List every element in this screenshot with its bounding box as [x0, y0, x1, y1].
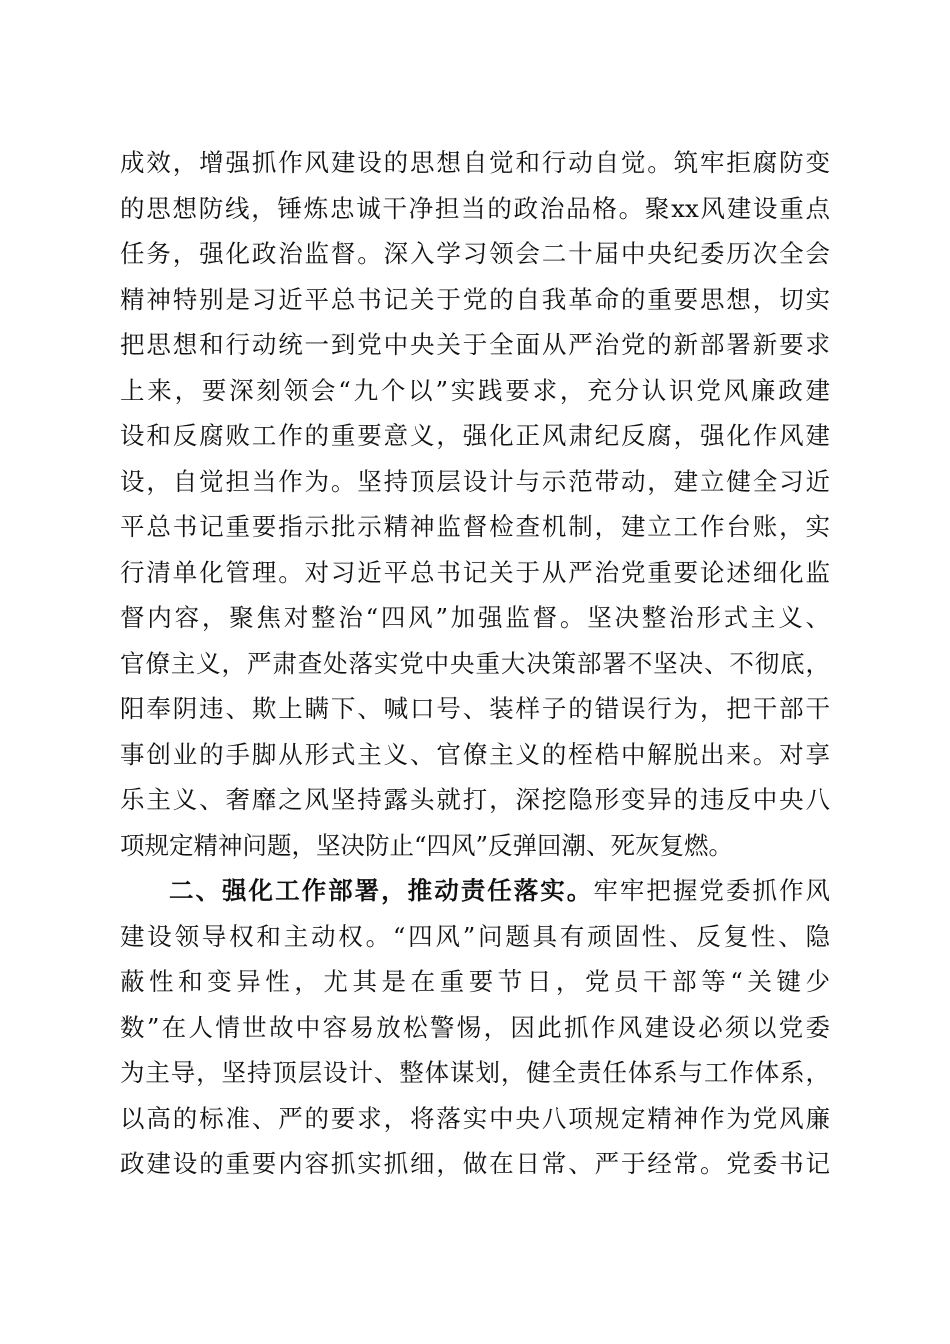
paragraph-line: 阳奉阴违、欺上瞒下、喊口号、装样子的错误行为，把干部干	[120, 694, 830, 723]
paragraph-line: 成效，增强抓作风建设的思想自觉和行动自觉。筑牢拒腐防变	[120, 148, 830, 177]
paragraph-line: 平总书记重要指示批示精神监督检查机制，建立工作台账，实	[120, 512, 830, 541]
paragraph-line: 任务，强化政治监督。深入学习领会二十届中央纪委历次全会	[120, 239, 830, 268]
paragraph-1	[120, 140, 830, 868]
paragraph-line: 为主导，坚持顶层设计、整体谋划，健全责任体系与工作体系，	[120, 1058, 830, 1087]
paragraph-line: 督内容，聚焦对整治“四风”加强监督。坚决整治形式主义、	[120, 603, 830, 632]
paragraph-line: 上来，要深刻领会“九个以”实践要求，充分认识党风廉政建	[120, 375, 830, 405]
paragraph-line: 事创业的手脚从形式主义、官僚主义的桎梏中解脱出来。对享	[120, 739, 830, 769]
paragraph-line: 蔽性和变异性，尤其是在重要节日，党员干部等“关键少	[120, 967, 830, 996]
paragraph-line: 数”在人情世故中容易放松警惕，因此抓作风建设必须以党委	[120, 1012, 830, 1042]
paragraph-line: 行清单化管理。对习近平总书记关于从严治党重要论述细化监	[120, 557, 830, 587]
paragraph-line: 建设领导权和主动权。“四风”问题具有顽固性、反复性、隐	[120, 921, 830, 951]
paragraph-first-line	[120, 868, 830, 914]
paragraph-line: 政建设的重要内容抓实抓细，做在日常、严于经常。党委书记	[120, 1149, 830, 1178]
paragraph-line: 精神特别是习近平总书记关于党的自我革命的重要思想，切实	[120, 284, 830, 314]
paragraph-line: 乐主义、奢靡之风坚持露头就打，深挖隐形变异的违反中央八	[120, 785, 830, 814]
paragraph-line: 设，自觉担当作为。坚持顶层设计与示范带动，建立健全习近	[120, 466, 830, 496]
paragraph-line: 设和反腐败工作的重要意义，强化正风肃纪反腐，强化作风建	[120, 421, 830, 450]
paragraph-line-text: 牢牢把握党委抓作风	[593, 876, 831, 905]
section-heading: 二、强化工作部署，推动责任落实。	[169, 876, 594, 905]
paragraph-line: 把思想和行动统一到党中央关于全面从严治党的新部署新要求	[120, 330, 830, 359]
document-body	[120, 140, 830, 1187]
paragraph-2	[120, 868, 830, 1187]
paragraph-line: 项规定精神问题，坚决防止“四风”反弹回潮、死灰复燃。	[120, 830, 734, 860]
paragraph-line: 官僚主义，严肃查处落实党中央重大决策部署不坚决、不彻底，	[120, 648, 830, 678]
paragraph-line: 的思想防线，锤炼忠诚干净担当的政治品格。聚xx风建设重点	[120, 193, 830, 223]
paragraph-line: 以高的标准、严的要求，将落实中央八项规定精神作为党风廉	[120, 1103, 830, 1133]
